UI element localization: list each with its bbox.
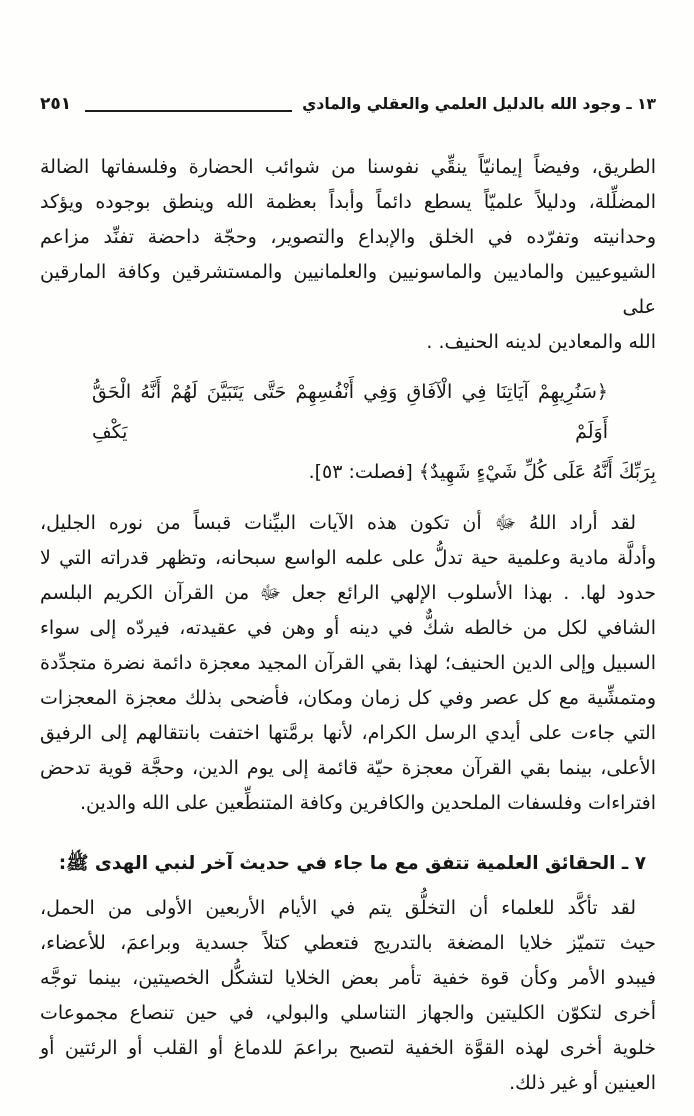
text-line: فيبدو الأمر وكأن قوة خفية تأمر بعض الخلايا لتشكُّل الخصيتين، بينما توجَّه bbox=[40, 967, 656, 989]
text-line: ومتمشِّية مع كل عصر وفي كل زمان ومكان، فأضحى بذلك معجزة المعجزات bbox=[40, 687, 656, 709]
text-line: العينين أو غير ذلك. bbox=[509, 1072, 656, 1094]
running-head-chapter-title: ١٣ ـ وجود الله بالدليل العلمي والعقلي والمادي bbox=[302, 95, 656, 113]
text-line: الشيوعيين والماديين والماسونيين والعلمانيين والمستشرقين وكافة المارقين على bbox=[40, 261, 656, 318]
text-line: التي جاءت على أيدي الرسل الكرام، لأنها برمَّتها اختفت بانتقالهم إلى الرفيق bbox=[40, 722, 656, 744]
text-line: الله والمعادين لدينه الحنيف. . bbox=[426, 331, 656, 353]
text-line: وحدانيته وتفرّده في الخلق والإبداع والتصوير، وحجّة داحضة تفنِّد مزاعم bbox=[40, 226, 656, 248]
text-line: السبيل وإلى الدين الحنيف؛ لهذا بقي القرآن المجيد معجزة دائمة نضرة متجدِّدة bbox=[40, 652, 656, 674]
paragraph-2 bbox=[40, 506, 656, 821]
text-line: الشافي لكل من خالطه شكٌّ في دينه أو وهن في عقيدته، فيردّه إلى سواء bbox=[40, 617, 656, 639]
page-number: ٢٥١ bbox=[40, 94, 72, 114]
paragraph-3 bbox=[40, 891, 656, 1101]
text-line: وأدلَّة مادية وعلمية حية تدلُّ على علمه الواسع سبحانه، وتظهر قدراته التي لا bbox=[40, 547, 656, 569]
paragraph-1 bbox=[40, 150, 656, 360]
page-header bbox=[40, 92, 656, 116]
text-line: حدود لها. . بهذا الأسلوب الإلهي الرائع جعل ﷻ من القرآن الكريم البلسم bbox=[40, 582, 656, 604]
section-heading: ٧ ـ الحقائق العلمية تتفق مع ما جاء في حديث آخر لنبي الهدى ﷺ: bbox=[58, 853, 646, 874]
text-line: أخرى لتكوّن الكليتين والجهاز التناسلي والبولي، في حين تنصاع مجموعات bbox=[40, 1002, 656, 1024]
text-line: المضلِّلة، ودليلاً علميّاً يسطع دائماً وأبداً بعظمة الله وينطق بوجوده ويؤكد bbox=[40, 191, 656, 213]
text-line: لقد تأكَّد للعلماء أن التخلُّق يتم في الأيام الأربعين الأولى من الحمل، bbox=[40, 897, 636, 919]
header-rule-line bbox=[85, 110, 292, 112]
quran-verse-line: ﴿سَنُرِيهِمْ آيَاتِنَا فِي الْآفَاقِ وَفِي أَنْفُسِهِمْ حَتَّى يَتَبَيَّنَ لَهُمْ أَنَّهُ الْحَقُّ أَوَلَمْ يَكْفِ bbox=[92, 381, 608, 443]
text-line: الطريق، وفيضاً إيمانيّاً ينقِّي نفوسنا من شوائب الحضارة وفلسفاتها الضالة bbox=[40, 156, 656, 178]
text-line: الأعلى، بينما بقي القرآن معجزة حيّة قائمة إلى يوم الدين، وحجَّة قوية تدحض bbox=[40, 757, 656, 779]
quran-verse-block bbox=[40, 372, 656, 492]
quran-verse-line-with-reference: بِرَبِّكَ أَنَّهُ عَلَى كُلِّ شَيْءٍ شَهِيدٌ﴾ [فصلت: ٥٣]. bbox=[308, 461, 656, 483]
text-line: لقد أراد اللهُ ﷻ أن تكون هذه الآيات البيِّنات قبساً من نوره الجليل، bbox=[40, 512, 636, 534]
text-line: افتراءات وفلسفات الملحدين والكافرين وكافة المتنطِّعين على الله والدين. bbox=[80, 792, 656, 814]
text-line: حيث تتميّز خلايا المضغة بالتدريج فتعطي كتلاً جسدية وبراعمَ، للأعضاء، bbox=[40, 932, 656, 954]
text-line: خلوية أخرى لهذه القوَّة الخفية لتصبح براعمَ للدماغ أو القلب أو الرئتين أو bbox=[40, 1037, 656, 1059]
